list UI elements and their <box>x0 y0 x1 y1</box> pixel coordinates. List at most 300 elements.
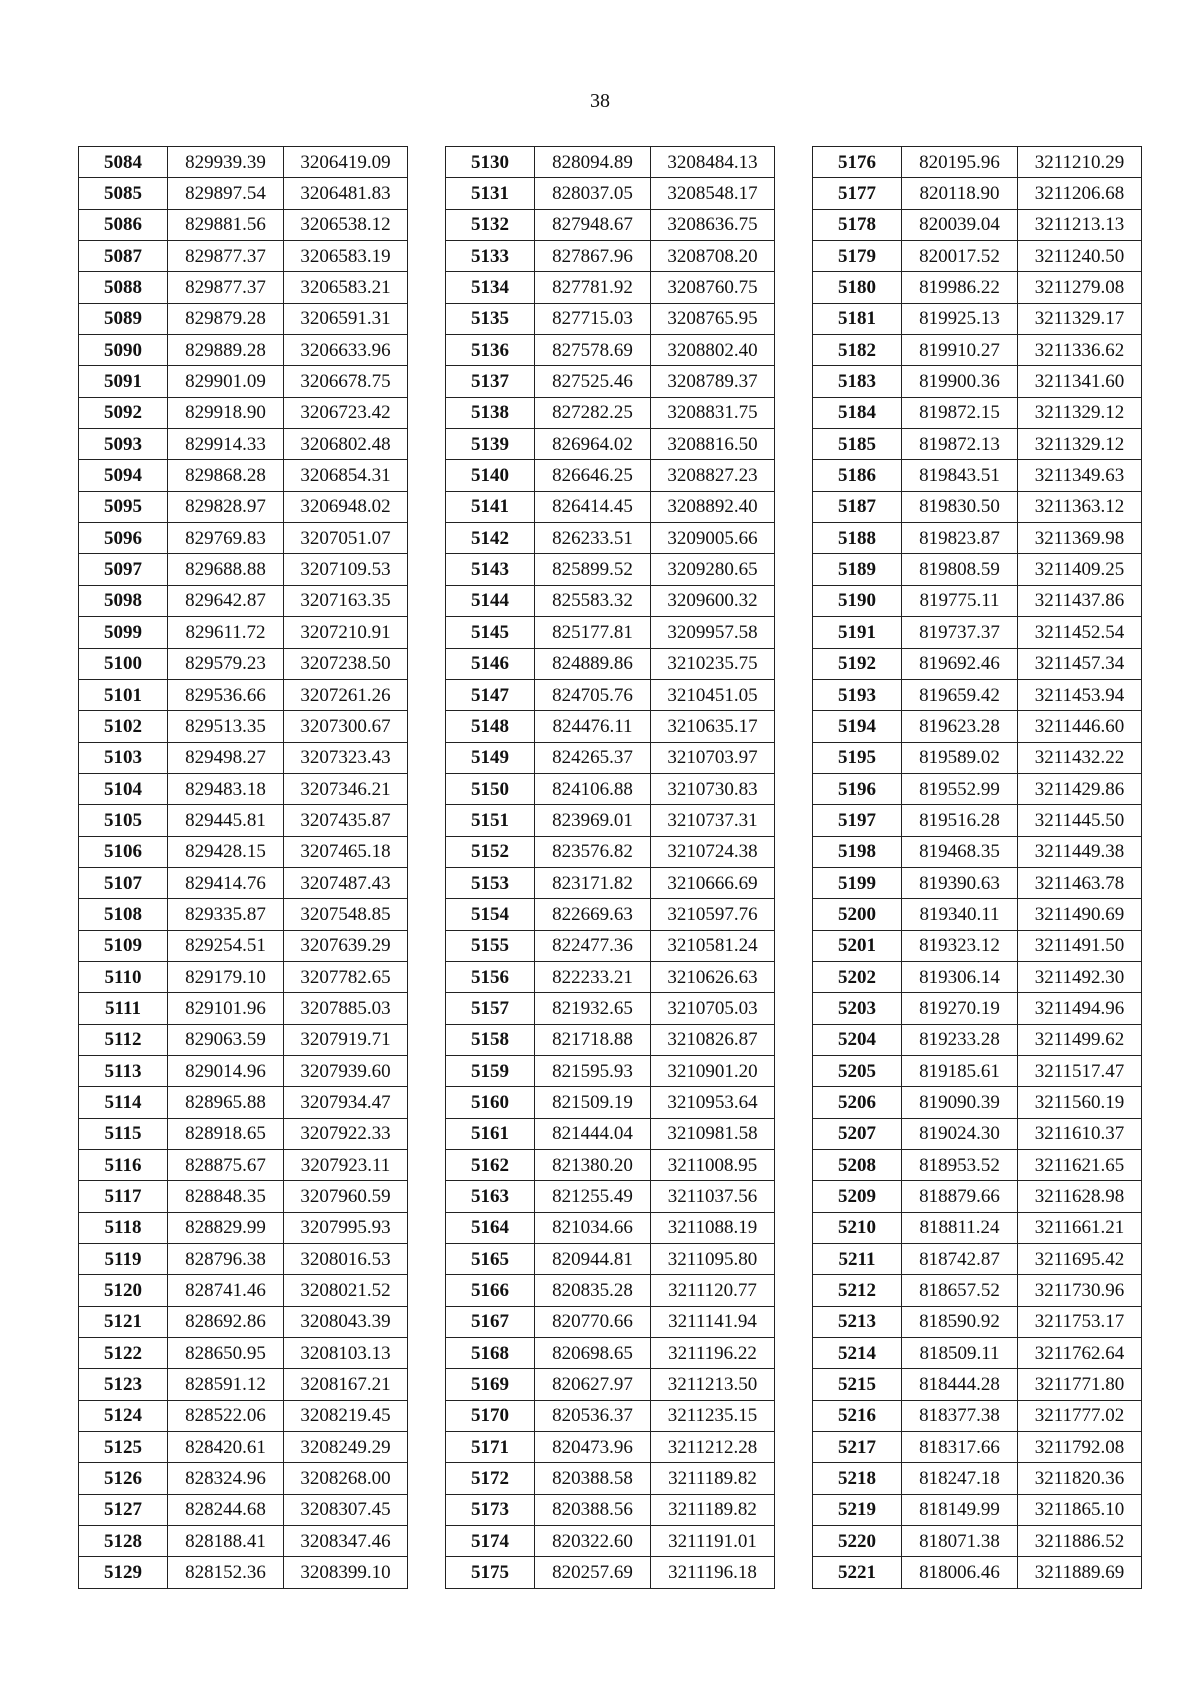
y-coordinate-cell: 3208307.45 <box>284 1494 408 1525</box>
table-row <box>813 1055 1142 1086</box>
x-coordinate-cell: 829879.28 <box>168 303 284 334</box>
x-coordinate-cell: 818071.38 <box>902 1526 1018 1557</box>
page-number: 38 <box>590 90 610 112</box>
y-coordinate-cell: 3208789.37 <box>651 366 775 397</box>
table-row <box>813 460 1142 491</box>
table-row <box>446 1400 775 1431</box>
point-number-cell: 5105 <box>79 805 168 836</box>
point-number-cell: 5084 <box>79 147 168 178</box>
point-number-cell: 5220 <box>813 1526 902 1557</box>
y-coordinate-cell: 3211446.60 <box>1018 711 1142 742</box>
table-row <box>813 836 1142 867</box>
table-row <box>79 429 408 460</box>
x-coordinate-cell: 820195.96 <box>902 147 1018 178</box>
y-coordinate-cell: 3208816.50 <box>651 429 775 460</box>
point-number-cell: 5095 <box>79 491 168 522</box>
table-row <box>79 930 408 961</box>
table-row <box>79 1087 408 1118</box>
table-row <box>446 178 775 209</box>
y-coordinate-cell: 3206723.42 <box>284 397 408 428</box>
y-coordinate-cell: 3211499.62 <box>1018 1024 1142 1055</box>
table-row <box>813 491 1142 522</box>
y-coordinate-cell: 3211363.12 <box>1018 491 1142 522</box>
x-coordinate-cell: 825177.81 <box>535 617 651 648</box>
x-coordinate-cell: 828094.89 <box>535 147 651 178</box>
y-coordinate-cell: 3208636.75 <box>651 209 775 240</box>
point-number-cell: 5174 <box>446 1526 535 1557</box>
y-coordinate-cell: 3208103.13 <box>284 1338 408 1369</box>
y-coordinate-cell: 3208831.75 <box>651 397 775 428</box>
point-number-cell: 5121 <box>79 1306 168 1337</box>
x-coordinate-cell: 819737.37 <box>902 617 1018 648</box>
y-coordinate-cell: 3211560.19 <box>1018 1087 1142 1118</box>
point-number-cell: 5136 <box>446 335 535 366</box>
y-coordinate-cell: 3211189.82 <box>651 1463 775 1494</box>
table-row <box>813 272 1142 303</box>
point-number-cell: 5215 <box>813 1369 902 1400</box>
x-coordinate-cell: 820944.81 <box>535 1244 651 1275</box>
x-coordinate-cell: 827282.25 <box>535 397 651 428</box>
x-coordinate-cell: 820017.52 <box>902 241 1018 272</box>
point-number-cell: 5108 <box>79 899 168 930</box>
table-row <box>79 272 408 303</box>
y-coordinate-cell: 3207109.53 <box>284 554 408 585</box>
table-row <box>79 679 408 710</box>
x-coordinate-cell: 829483.18 <box>168 773 284 804</box>
y-coordinate-cell: 3207995.93 <box>284 1212 408 1243</box>
y-coordinate-cell: 3211196.18 <box>651 1557 775 1588</box>
table-row <box>446 1087 775 1118</box>
table-row <box>79 867 408 898</box>
table-row <box>813 617 1142 648</box>
table-row <box>813 1087 1142 1118</box>
table-row <box>79 1557 408 1588</box>
y-coordinate-cell: 3211008.95 <box>651 1150 775 1181</box>
point-number-cell: 5202 <box>813 961 902 992</box>
y-coordinate-cell: 3211453.94 <box>1018 679 1142 710</box>
table-row <box>446 1150 775 1181</box>
table-row <box>446 805 775 836</box>
table-row <box>79 209 408 240</box>
point-number-cell: 5120 <box>79 1275 168 1306</box>
x-coordinate-cell: 828420.61 <box>168 1432 284 1463</box>
point-number-cell: 5116 <box>79 1150 168 1181</box>
y-coordinate-cell: 3211762.64 <box>1018 1338 1142 1369</box>
point-number-cell: 5101 <box>79 679 168 710</box>
y-coordinate-cell: 3211349.63 <box>1018 460 1142 491</box>
point-number-cell: 5131 <box>446 178 535 209</box>
y-coordinate-cell: 3211336.62 <box>1018 335 1142 366</box>
table-row <box>79 773 408 804</box>
table-row <box>79 1024 408 1055</box>
point-number-cell: 5165 <box>446 1244 535 1275</box>
table-row <box>79 1118 408 1149</box>
x-coordinate-cell: 821595.93 <box>535 1055 651 1086</box>
point-number-cell: 5218 <box>813 1463 902 1494</box>
y-coordinate-cell: 3208016.53 <box>284 1244 408 1275</box>
x-coordinate-cell: 821932.65 <box>535 993 651 1024</box>
y-coordinate-cell: 3211449.38 <box>1018 836 1142 867</box>
table-row <box>813 1244 1142 1275</box>
x-coordinate-cell: 821255.49 <box>535 1181 651 1212</box>
x-coordinate-cell: 819024.30 <box>902 1118 1018 1149</box>
x-coordinate-cell: 819516.28 <box>902 805 1018 836</box>
point-number-cell: 5104 <box>79 773 168 804</box>
y-coordinate-cell: 3207922.33 <box>284 1118 408 1149</box>
point-number-cell: 5221 <box>813 1557 902 1588</box>
y-coordinate-cell: 3207163.35 <box>284 585 408 616</box>
point-number-cell: 5213 <box>813 1306 902 1337</box>
table-row <box>446 711 775 742</box>
table-row <box>813 1526 1142 1557</box>
y-coordinate-cell: 3207934.47 <box>284 1087 408 1118</box>
point-number-cell: 5164 <box>446 1212 535 1243</box>
point-number-cell: 5183 <box>813 366 902 397</box>
x-coordinate-cell: 829918.90 <box>168 397 284 428</box>
y-coordinate-cell: 3211196.22 <box>651 1338 775 1369</box>
x-coordinate-cell: 818377.38 <box>902 1400 1018 1431</box>
y-coordinate-cell: 3208249.29 <box>284 1432 408 1463</box>
point-number-cell: 5109 <box>79 930 168 961</box>
point-number-cell: 5180 <box>813 272 902 303</box>
point-number-cell: 5170 <box>446 1400 535 1431</box>
point-number-cell: 5187 <box>813 491 902 522</box>
x-coordinate-cell: 819925.13 <box>902 303 1018 334</box>
point-number-cell: 5132 <box>446 209 535 240</box>
point-number-cell: 5091 <box>79 366 168 397</box>
point-number-cell: 5112 <box>79 1024 168 1055</box>
table-row <box>813 1118 1142 1149</box>
table-row <box>79 366 408 397</box>
table-row <box>79 460 408 491</box>
x-coordinate-cell: 818742.87 <box>902 1244 1018 1275</box>
y-coordinate-cell: 3207210.91 <box>284 617 408 648</box>
coordinate-table-3 <box>812 146 1142 1589</box>
table-row <box>446 366 775 397</box>
point-number-cell: 5106 <box>79 836 168 867</box>
table-row <box>813 1557 1142 1588</box>
x-coordinate-cell: 829414.76 <box>168 867 284 898</box>
table-row <box>79 303 408 334</box>
point-number-cell: 5144 <box>446 585 535 616</box>
x-coordinate-cell: 820770.66 <box>535 1306 651 1337</box>
x-coordinate-cell: 829688.88 <box>168 554 284 585</box>
x-coordinate-cell: 819900.36 <box>902 366 1018 397</box>
x-coordinate-cell: 818953.52 <box>902 1150 1018 1181</box>
table-row <box>446 993 775 1024</box>
point-number-cell: 5085 <box>79 178 168 209</box>
y-coordinate-cell: 3211189.82 <box>651 1494 775 1525</box>
x-coordinate-cell: 828829.99 <box>168 1212 284 1243</box>
table-row <box>446 930 775 961</box>
y-coordinate-cell: 3208268.00 <box>284 1463 408 1494</box>
y-coordinate-cell: 3208484.13 <box>651 147 775 178</box>
point-number-cell: 5096 <box>79 523 168 554</box>
y-coordinate-cell: 3211240.50 <box>1018 241 1142 272</box>
point-number-cell: 5134 <box>446 272 535 303</box>
table-row <box>446 1338 775 1369</box>
x-coordinate-cell: 819090.39 <box>902 1087 1018 1118</box>
point-number-cell: 5117 <box>79 1181 168 1212</box>
y-coordinate-cell: 3207300.67 <box>284 711 408 742</box>
x-coordinate-cell: 819808.59 <box>902 554 1018 585</box>
y-coordinate-cell: 3211329.17 <box>1018 303 1142 334</box>
point-number-cell: 5088 <box>79 272 168 303</box>
x-coordinate-cell: 820322.60 <box>535 1526 651 1557</box>
table-row <box>446 1181 775 1212</box>
coordinate-table-1 <box>78 146 408 1589</box>
point-number-cell: 5090 <box>79 335 168 366</box>
point-number-cell: 5204 <box>813 1024 902 1055</box>
x-coordinate-cell: 824106.88 <box>535 773 651 804</box>
x-coordinate-cell: 829868.28 <box>168 460 284 491</box>
y-coordinate-cell: 3211329.12 <box>1018 397 1142 428</box>
table-row <box>79 1055 408 1086</box>
table-row <box>813 1369 1142 1400</box>
table-row <box>446 303 775 334</box>
table-row <box>446 1494 775 1525</box>
point-number-cell: 5127 <box>79 1494 168 1525</box>
point-number-cell: 5160 <box>446 1087 535 1118</box>
y-coordinate-cell: 3207465.18 <box>284 836 408 867</box>
y-coordinate-cell: 3211213.50 <box>651 1369 775 1400</box>
table-row <box>446 554 775 585</box>
x-coordinate-cell: 820536.37 <box>535 1400 651 1431</box>
table-row <box>813 241 1142 272</box>
y-coordinate-cell: 3211432.22 <box>1018 742 1142 773</box>
y-coordinate-cell: 3206591.31 <box>284 303 408 334</box>
x-coordinate-cell: 818879.66 <box>902 1181 1018 1212</box>
table-row <box>813 1275 1142 1306</box>
point-number-cell: 5167 <box>446 1306 535 1337</box>
y-coordinate-cell: 3210451.05 <box>651 679 775 710</box>
table-row <box>79 397 408 428</box>
x-coordinate-cell: 828796.38 <box>168 1244 284 1275</box>
table-row <box>446 899 775 930</box>
x-coordinate-cell: 819306.14 <box>902 961 1018 992</box>
table-row <box>79 1432 408 1463</box>
x-coordinate-cell: 818811.24 <box>902 1212 1018 1243</box>
point-number-cell: 5146 <box>446 648 535 679</box>
y-coordinate-cell: 3211369.98 <box>1018 523 1142 554</box>
point-number-cell: 5197 <box>813 805 902 836</box>
x-coordinate-cell: 819340.11 <box>902 899 1018 930</box>
point-number-cell: 5133 <box>446 241 535 272</box>
x-coordinate-cell: 823969.01 <box>535 805 651 836</box>
point-number-cell: 5210 <box>813 1212 902 1243</box>
x-coordinate-cell: 829445.81 <box>168 805 284 836</box>
table-row <box>813 1338 1142 1369</box>
x-coordinate-cell: 818006.46 <box>902 1557 1018 1588</box>
x-coordinate-cell: 820473.96 <box>535 1432 651 1463</box>
table-row <box>79 585 408 616</box>
y-coordinate-cell: 3210705.03 <box>651 993 775 1024</box>
y-coordinate-cell: 3211517.47 <box>1018 1055 1142 1086</box>
table-row <box>79 241 408 272</box>
x-coordinate-cell: 819552.99 <box>902 773 1018 804</box>
y-coordinate-cell: 3208802.40 <box>651 335 775 366</box>
point-number-cell: 5097 <box>79 554 168 585</box>
x-coordinate-cell: 818317.66 <box>902 1432 1018 1463</box>
x-coordinate-cell: 829335.87 <box>168 899 284 930</box>
point-number-cell: 5181 <box>813 303 902 334</box>
y-coordinate-cell: 3210597.76 <box>651 899 775 930</box>
point-number-cell: 5110 <box>79 961 168 992</box>
y-coordinate-cell: 3211329.12 <box>1018 429 1142 460</box>
point-number-cell: 5137 <box>446 366 535 397</box>
table-row <box>446 523 775 554</box>
y-coordinate-cell: 3207346.21 <box>284 773 408 804</box>
y-coordinate-cell: 3211886.52 <box>1018 1526 1142 1557</box>
table-row <box>79 1306 408 1337</box>
x-coordinate-cell: 829877.37 <box>168 241 284 272</box>
point-number-cell: 5200 <box>813 899 902 930</box>
y-coordinate-cell: 3206583.19 <box>284 241 408 272</box>
y-coordinate-cell: 3210703.97 <box>651 742 775 773</box>
x-coordinate-cell: 819623.28 <box>902 711 1018 742</box>
y-coordinate-cell: 3206481.83 <box>284 178 408 209</box>
point-number-cell: 5149 <box>446 742 535 773</box>
point-number-cell: 5168 <box>446 1338 535 1369</box>
y-coordinate-cell: 3210626.63 <box>651 961 775 992</box>
y-coordinate-cell: 3210953.64 <box>651 1087 775 1118</box>
x-coordinate-cell: 827715.03 <box>535 303 651 334</box>
point-number-cell: 5212 <box>813 1275 902 1306</box>
table-row <box>446 1055 775 1086</box>
x-coordinate-cell: 818149.99 <box>902 1494 1018 1525</box>
table-row <box>813 178 1142 209</box>
table-row <box>813 554 1142 585</box>
table-row <box>446 961 775 992</box>
x-coordinate-cell: 824476.11 <box>535 711 651 742</box>
table-row <box>79 1275 408 1306</box>
x-coordinate-cell: 821718.88 <box>535 1024 651 1055</box>
table-row <box>446 241 775 272</box>
x-coordinate-cell: 829498.27 <box>168 742 284 773</box>
table-row <box>446 773 775 804</box>
coordinate-table-2 <box>445 146 775 1589</box>
point-number-cell: 5216 <box>813 1400 902 1431</box>
point-number-cell: 5151 <box>446 805 535 836</box>
table-row <box>446 272 775 303</box>
point-number-cell: 5086 <box>79 209 168 240</box>
point-number-cell: 5208 <box>813 1150 902 1181</box>
y-coordinate-cell: 3208548.17 <box>651 178 775 209</box>
point-number-cell: 5124 <box>79 1400 168 1431</box>
y-coordinate-cell: 3210826.87 <box>651 1024 775 1055</box>
y-coordinate-cell: 3207960.59 <box>284 1181 408 1212</box>
x-coordinate-cell: 829063.59 <box>168 1024 284 1055</box>
table-row <box>79 1369 408 1400</box>
table-row <box>79 1494 408 1525</box>
point-number-cell: 5140 <box>446 460 535 491</box>
table-row <box>446 1463 775 1494</box>
point-number-cell: 5163 <box>446 1181 535 1212</box>
point-number-cell: 5122 <box>79 1338 168 1369</box>
table-row <box>813 1463 1142 1494</box>
x-coordinate-cell: 820257.69 <box>535 1557 651 1588</box>
point-number-cell: 5176 <box>813 147 902 178</box>
point-number-cell: 5148 <box>446 711 535 742</box>
y-coordinate-cell: 3211889.69 <box>1018 1557 1142 1588</box>
x-coordinate-cell: 818509.11 <box>902 1338 1018 1369</box>
point-number-cell: 5152 <box>446 836 535 867</box>
x-coordinate-cell: 819872.13 <box>902 429 1018 460</box>
point-number-cell: 5093 <box>79 429 168 460</box>
point-number-cell: 5156 <box>446 961 535 992</box>
point-number-cell: 5158 <box>446 1024 535 1055</box>
x-coordinate-cell: 827781.92 <box>535 272 651 303</box>
point-number-cell: 5182 <box>813 335 902 366</box>
x-coordinate-cell: 829914.33 <box>168 429 284 460</box>
y-coordinate-cell: 3210581.24 <box>651 930 775 961</box>
table-row <box>79 742 408 773</box>
y-coordinate-cell: 3207051.07 <box>284 523 408 554</box>
x-coordinate-cell: 820118.90 <box>902 178 1018 209</box>
point-number-cell: 5193 <box>813 679 902 710</box>
table-row <box>79 1150 408 1181</box>
table-row <box>79 711 408 742</box>
x-coordinate-cell: 828650.95 <box>168 1338 284 1369</box>
point-number-cell: 5129 <box>79 1557 168 1588</box>
point-number-cell: 5189 <box>813 554 902 585</box>
y-coordinate-cell: 3209957.58 <box>651 617 775 648</box>
y-coordinate-cell: 3207548.85 <box>284 899 408 930</box>
point-number-cell: 5185 <box>813 429 902 460</box>
table-row <box>813 711 1142 742</box>
table-row <box>79 1181 408 1212</box>
y-coordinate-cell: 3211037.56 <box>651 1181 775 1212</box>
point-number-cell: 5103 <box>79 742 168 773</box>
x-coordinate-cell: 819233.28 <box>902 1024 1018 1055</box>
x-coordinate-cell: 824889.86 <box>535 648 651 679</box>
table-row <box>446 648 775 679</box>
point-number-cell: 5157 <box>446 993 535 1024</box>
x-coordinate-cell: 828037.05 <box>535 178 651 209</box>
x-coordinate-cell: 819986.22 <box>902 272 1018 303</box>
point-number-cell: 5100 <box>79 648 168 679</box>
x-coordinate-cell: 827948.67 <box>535 209 651 240</box>
point-number-cell: 5139 <box>446 429 535 460</box>
point-number-cell: 5111 <box>79 993 168 1024</box>
table-row <box>446 679 775 710</box>
point-number-cell: 5198 <box>813 836 902 867</box>
table-row <box>813 899 1142 930</box>
x-coordinate-cell: 818590.92 <box>902 1306 1018 1337</box>
y-coordinate-cell: 3207923.11 <box>284 1150 408 1181</box>
y-coordinate-cell: 3211730.96 <box>1018 1275 1142 1306</box>
x-coordinate-cell: 820627.97 <box>535 1369 651 1400</box>
x-coordinate-cell: 820039.04 <box>902 209 1018 240</box>
x-coordinate-cell: 821034.66 <box>535 1212 651 1243</box>
point-number-cell: 5150 <box>446 773 535 804</box>
table-row <box>813 805 1142 836</box>
table-row <box>813 1212 1142 1243</box>
y-coordinate-cell: 3210981.58 <box>651 1118 775 1149</box>
x-coordinate-cell: 829769.83 <box>168 523 284 554</box>
x-coordinate-cell: 829254.51 <box>168 930 284 961</box>
x-coordinate-cell: 829579.23 <box>168 648 284 679</box>
y-coordinate-cell: 3211753.17 <box>1018 1306 1142 1337</box>
point-number-cell: 5135 <box>446 303 535 334</box>
point-number-cell: 5128 <box>79 1526 168 1557</box>
point-number-cell: 5178 <box>813 209 902 240</box>
x-coordinate-cell: 826414.45 <box>535 491 651 522</box>
y-coordinate-cell: 3207238.50 <box>284 648 408 679</box>
point-number-cell: 5155 <box>446 930 535 961</box>
table-row <box>79 648 408 679</box>
x-coordinate-cell: 827578.69 <box>535 335 651 366</box>
